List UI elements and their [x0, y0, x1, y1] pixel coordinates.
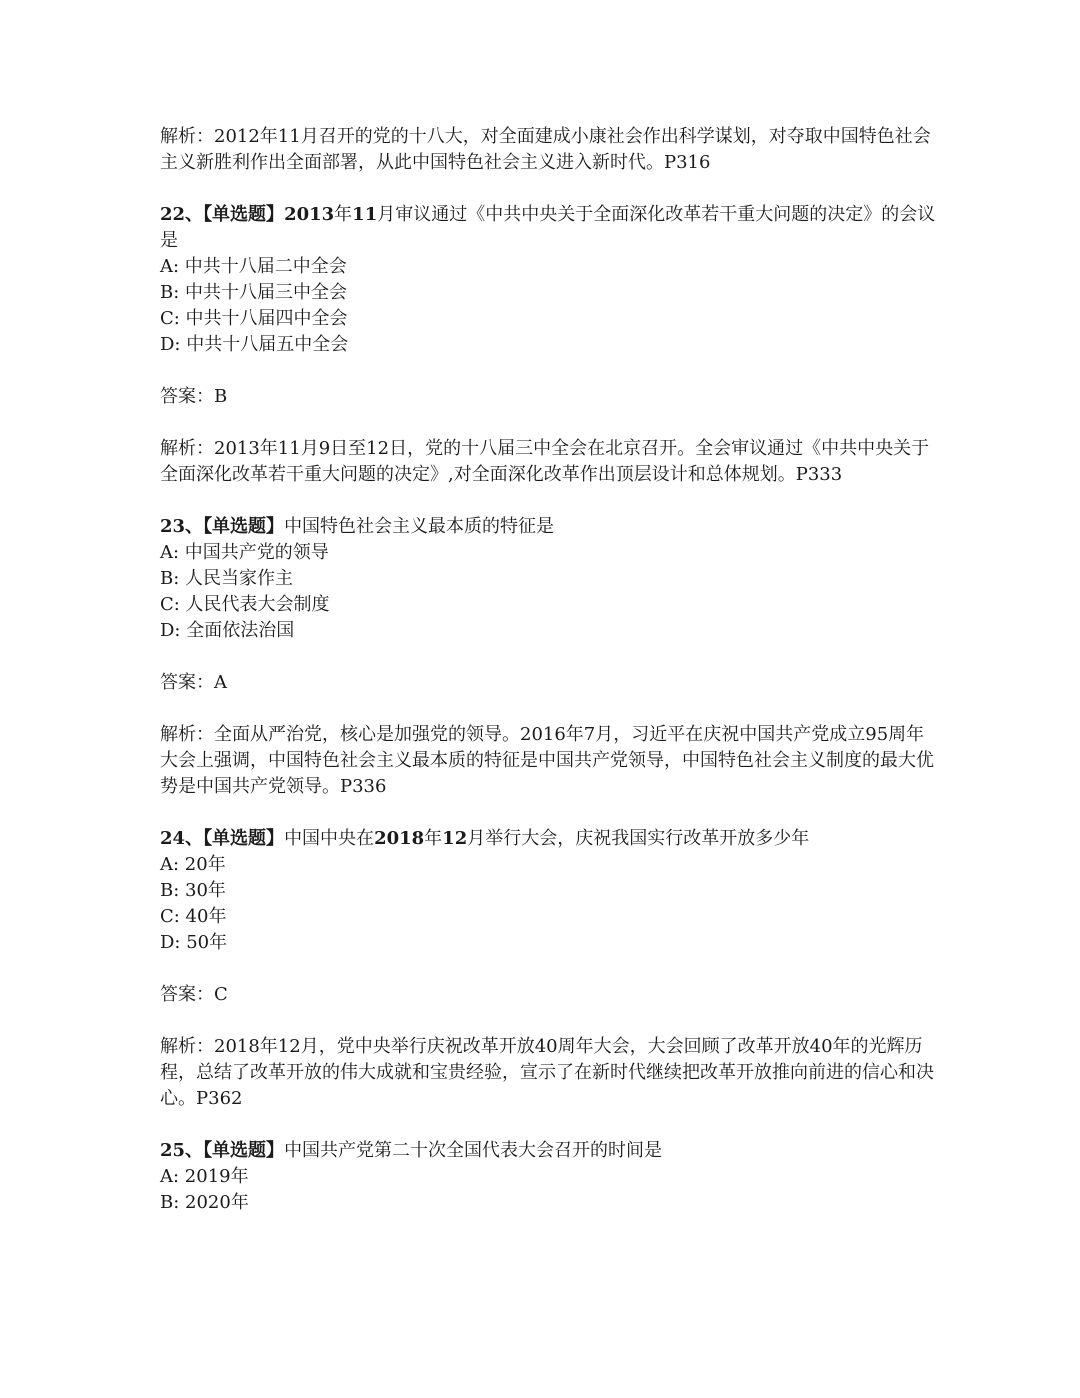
- answer-option: A: 中国共产党的领导: [160, 542, 329, 563]
- question-stem-text: 2018: [374, 828, 425, 849]
- question-stem: [160, 514, 940, 540]
- answer-option: C: 40年: [160, 906, 227, 927]
- question-stem-text: 中国特色社会主义最本质的特征是: [284, 516, 555, 537]
- question-stem: [160, 826, 940, 852]
- explanation-paragraph: 解析：全面从严治党，核心是加强党的领导。2016年7月，习近平在庆祝中国共产党成立95周年大会上强调，中国特色社会主义最本质的特征是中国共产党领导，中国特色社会主义制度的最大优势是中国共产党领导。P336: [160, 724, 934, 797]
- block-spacer: [160, 488, 940, 514]
- answer-line: 答案：C: [160, 984, 228, 1005]
- block-spacer: [160, 696, 940, 722]
- answer-option: B: 2020年: [160, 1192, 249, 1213]
- question-type-tag: 【单选题】: [203, 1140, 285, 1161]
- answer-option: A: 2019年: [160, 1166, 249, 1187]
- question-stem-text: 年: [424, 828, 443, 849]
- block-spacer: [160, 1008, 940, 1034]
- question-stem-text: 中国中央在: [284, 828, 375, 849]
- answer-option: C: 人民代表大会制度: [160, 594, 330, 615]
- explanation-paragraph: 解析：2012年11月召开的党的十八大，对全面建成小康社会作出科学谋划，对夺取中国特色社会主义新胜利作出全面部署，从此中国特色社会主义进入新时代。P316: [160, 126, 931, 173]
- block-spacer: [160, 1112, 940, 1138]
- question-block: [160, 826, 940, 956]
- answer-option: B: 30年: [160, 880, 226, 901]
- question-stem-text: 年: [334, 204, 353, 225]
- explanation-paragraph: 解析：2018年12月，党中央举行庆祝改革开放40周年大会，大会回顾了改革开放40年的光辉历程，总结了改革开放的伟大成就和宝贵经验，宣示了在新时代继续把改革开放推向前进的信心和决心。P362: [160, 1036, 934, 1109]
- question-stem: [160, 1138, 940, 1164]
- explanation-paragraph: 解析：2013年11月9日至12日，党的十八届三中全会在北京召开。全会审议通过《中共中央关于全面深化改革若干重大问题的决定》,对全面深化改革作出顶层设计和总体规划。P333: [160, 438, 930, 485]
- question-stem: [160, 202, 940, 254]
- answer-option: D: 全面依法治国: [160, 620, 295, 641]
- question-block: [160, 202, 940, 358]
- question-type-tag: 【单选题】: [203, 204, 285, 225]
- question-type-tag: 【单选题】: [203, 828, 285, 849]
- question-stem-text: 2013: [284, 204, 335, 225]
- block-spacer: [160, 800, 940, 826]
- answer-option: B: 中共十八届三中全会: [160, 282, 348, 303]
- answer-option: B: 人民当家作主: [160, 568, 294, 589]
- question-stem-text: 中国共产党第二十次全国代表大会召开的时间是: [284, 1140, 663, 1161]
- answer-line: 答案：B: [160, 386, 228, 407]
- block-spacer: [160, 176, 940, 202]
- question-number: 22、: [160, 204, 204, 225]
- question-stem-text: 11: [352, 204, 378, 225]
- answer-line: 答案：A: [160, 672, 227, 693]
- question-stem-text: 月审议通过《中共中央关于全面深化改革若干重大问题的决定》的会议是: [160, 204, 936, 251]
- question-number: 23、: [160, 516, 204, 537]
- block-spacer: [160, 956, 940, 982]
- question-number: 24、: [160, 828, 204, 849]
- block-spacer: [160, 410, 940, 436]
- block-spacer: [160, 358, 940, 384]
- question-number: 25、: [160, 1140, 204, 1161]
- answer-option: D: 50年: [160, 932, 228, 953]
- answer-option: C: 中共十八届四中全会: [160, 308, 348, 329]
- question-stem-text: 12: [442, 828, 468, 849]
- block-spacer: [160, 644, 940, 670]
- question-stem-text: 月举行大会，庆祝我国实行改革开放多少年: [467, 828, 810, 849]
- question-type-tag: 【单选题】: [203, 516, 285, 537]
- question-block: [160, 514, 940, 644]
- question-block: [160, 1138, 940, 1216]
- answer-option: D: 中共十八届五中全会: [160, 334, 349, 355]
- answer-option: A: 中共十八届二中全会: [160, 256, 347, 277]
- question-list: [160, 124, 940, 1216]
- answer-option: A: 20年: [160, 854, 226, 875]
